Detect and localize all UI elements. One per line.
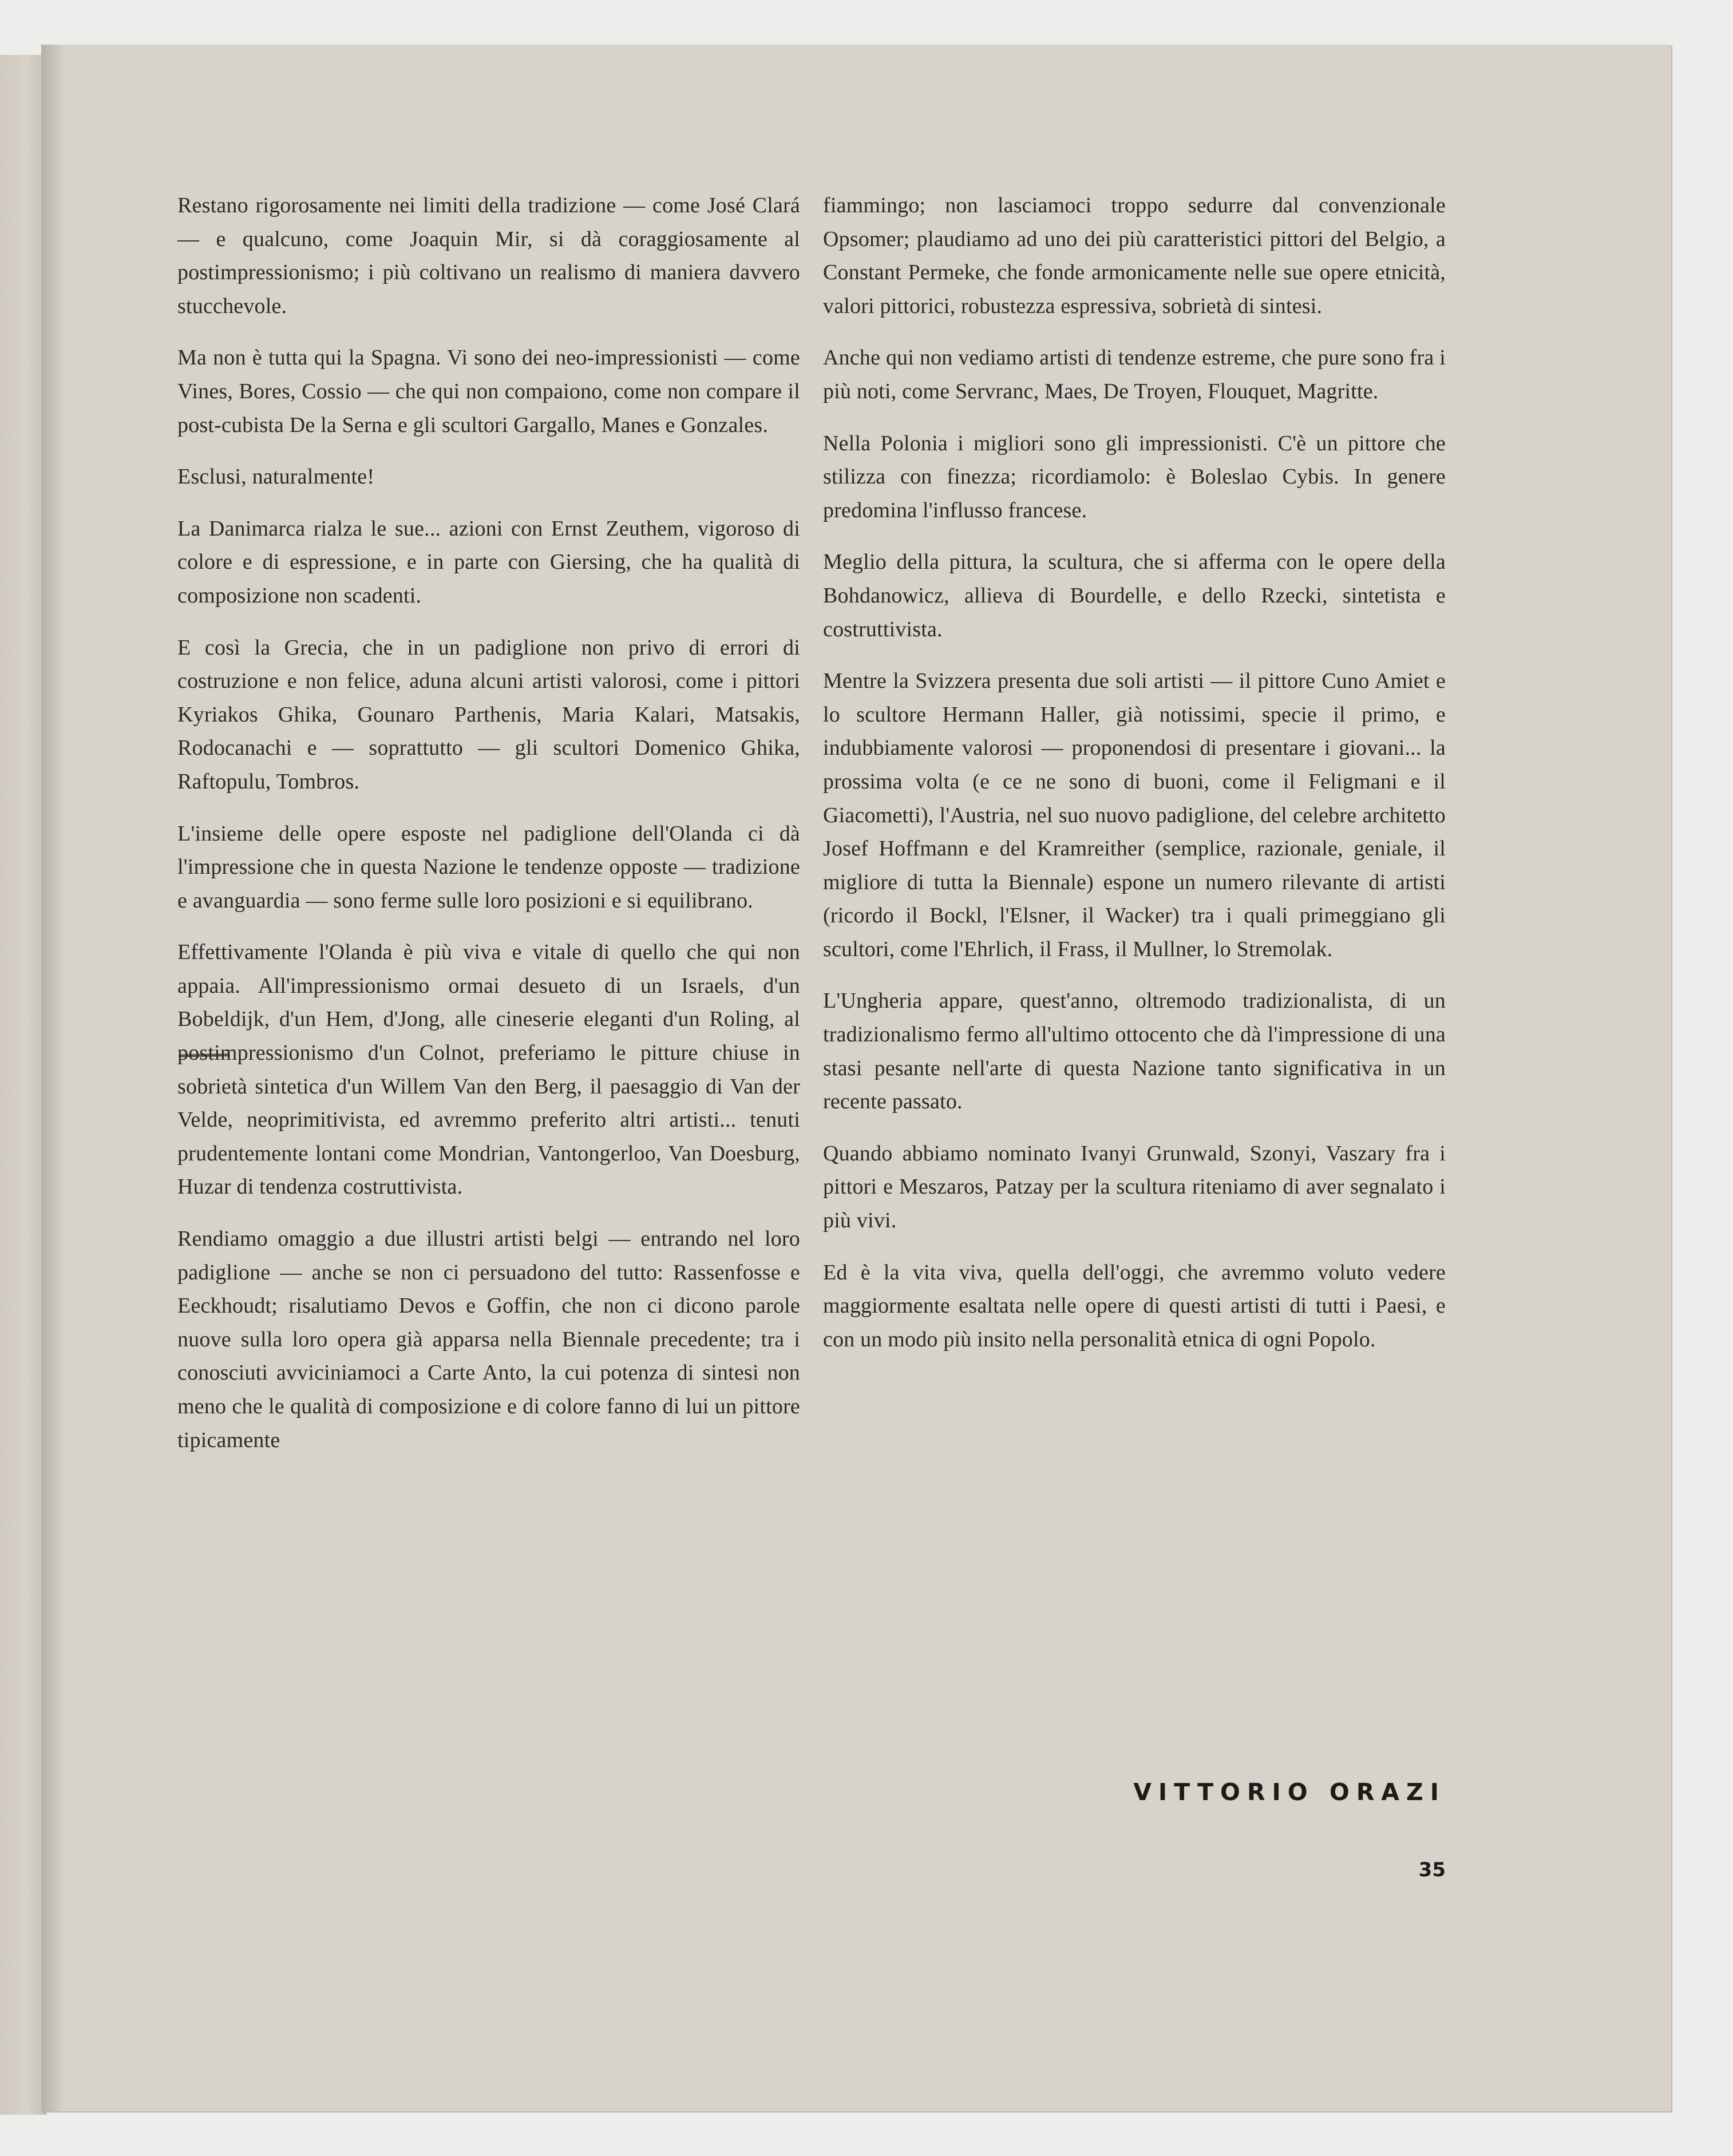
paragraph: Meglio della pittura, la scultura, che si afferma con le opere della Bohdanowicz, allieva di Bourdelle, e dello Rzecki, sintetista e costruttivista.: [823, 550, 1446, 641]
previous-page-edge: [0, 55, 46, 2115]
text-column-left: [177, 189, 800, 1475]
paragraph: La Danimarca rialza le sue... azioni con Ernst Zeuthem, vigoroso di colore e di espressione, e in parte con Giersing, che ha qualità di composizione non scadenti.: [177, 516, 800, 608]
paragraph: Anche qui non vediamo artisti di tendenze estreme, che pure sono fra i più noti, come Servranc, Maes, De Troyen, Flouquet, Magritte.: [823, 346, 1446, 403]
page-number: 35: [1418, 1858, 1446, 1881]
paragraph: L'insieme delle opere esposte nel padiglione dell'Olanda ci dà l'impressione che in questa Nazione le tendenze opposte — tradizione e avanguardia — sono ferme sulle loro posizioni e si equilibrano.: [177, 821, 800, 913]
paragraph: Ed è la vita viva, quella dell'oggi, che avremmo voluto vedere maggiormente esaltata nelle opere di questi artisti di tutti i Paesi, e con un modo più insito nella personalità etnica di ogni Popolo.: [823, 1260, 1446, 1352]
paragraph: Ma non è tutta qui la Spagna. Vi sono dei neo-impressionisti — come Vines, Bores, Cossio — che qui non compaiono, come non compare il post-cubista De la Serna e gli scultori Gargallo, Manes e Gonzales.: [177, 346, 800, 437]
paragraph: Restano rigorosamente nei limiti della tradizione — come José Clará — e qualcuno, come Joaquin Mir, si dà coraggiosamente al postimpressionismo; i più coltivano un realismo di maniera davvero stucchevole.: [177, 193, 800, 318]
paragraph: E così la Grecia, che in un padiglione non privo di errori di costruzione e non felice, aduna alcuni artisti valorosi, come i pittori Kyriakos Ghika, Gounaro Parthenis, Maria Kalari, Matsakis, Rodocanachi e — soprattutto — gli scultori Domenico Ghika, Raftopulu, Tombros.: [177, 635, 800, 794]
text-column-right: [823, 189, 1446, 1374]
paragraph: Quando abbiamo nominato Ivanyi Grunwald, Szonyi, Vaszary fra i pittori e Meszaros, Patzay per la scultura riteniamo di aver segnalato i più vivi.: [823, 1141, 1446, 1233]
paragraph: L'Ungheria appare, quest'anno, oltremodo tradizionalista, di un tradizionalismo fermo all'ultimo ottocento che dà l'impressione di una stasi pesante nell'arte di questa Nazione tanto significativa in un recente passato.: [823, 989, 1446, 1114]
paragraph: Esclusi, naturalmente!: [177, 465, 375, 489]
paragraph: Effettivamente l'Olanda è più viva e vitale di quello che qui non appaia. All'impressionismo ormai desueto di un Israels, d'un Bobeldijk, d'un Hem, d'Jong, alle cineserie eleganti d'un Roling, al postimpressionismo d'un Colnot, preferiamo le pitture chiuse in sobrietà sintetica d'un Willem Van den Berg, il paesaggio di Van der Velde, neoprimitivista, ed avremmo preferito altri artisti... tenuti prudentemente lontani come Mondrian, Vantongerloo, Van Doesburg, Huzar di tendenza costruttivista.: [177, 940, 800, 1199]
paragraph: Nella Polonia i migliori sono gli impressionisti. C'è un pittore che stilizza con finezza; ricordiamolo: è Boleslao Cybis. In genere predomina l'influsso francese.: [823, 431, 1446, 522]
author-signature: VITTORIO ORAZI: [1133, 1778, 1446, 1806]
paragraph: Mentre la Svizzera presenta due soli artisti — il pittore Cuno Amiet e lo scultore Hermann Haller, già notissimi, specie il primo, e indubbiamente valorosi — proponendosi di presentare i giovani... la prossima volta (e ce ne sono di buoni, come il Feligmani e il Giacometti), l'Austria, nel suo nuovo padiglione, del celebre architetto Josef Hoffmann e del Kramreither (semplice, razionale, geniale, il migliore di tutta la Biennale) espone un numero rilevante di artisti (ricordo il Bockl, l'Elsner, il Wacker) tra i quali primeggiano gli scultori, come l'Ehrlich, il Frass, il Mullner, lo Stremolak.: [823, 669, 1446, 961]
paragraph: fiammingo; non lasciamoci troppo sedurre dal convenzionale Opsomer; plaudiamo ad uno dei più caratteristici pittori del Belgio, a Constant Permeke, che fonde armonicamente nelle sue opere etnicità, valori pittorici, robustezza espressiva, sobrietà di sintesi.: [823, 193, 1446, 318]
spine-shadow: [41, 45, 64, 2111]
paragraph: Rendiamo omaggio a due illustri artisti belgi — entrando nel loro padiglione — anche se non ci persuadono del tutto: Rassenfosse e Eeckhoudt; risalutiamo Devos e Goffin, che non ci dicono parole nuove sulla loro opera già apparsa nella Biennale precedente; tra i conosciuti avviciniamoci a Carte Anto, la cui potenza di sintesi non meno che le qualità di composizione e di colore fanno di lui un pittore tipicamente: [177, 1227, 800, 1452]
